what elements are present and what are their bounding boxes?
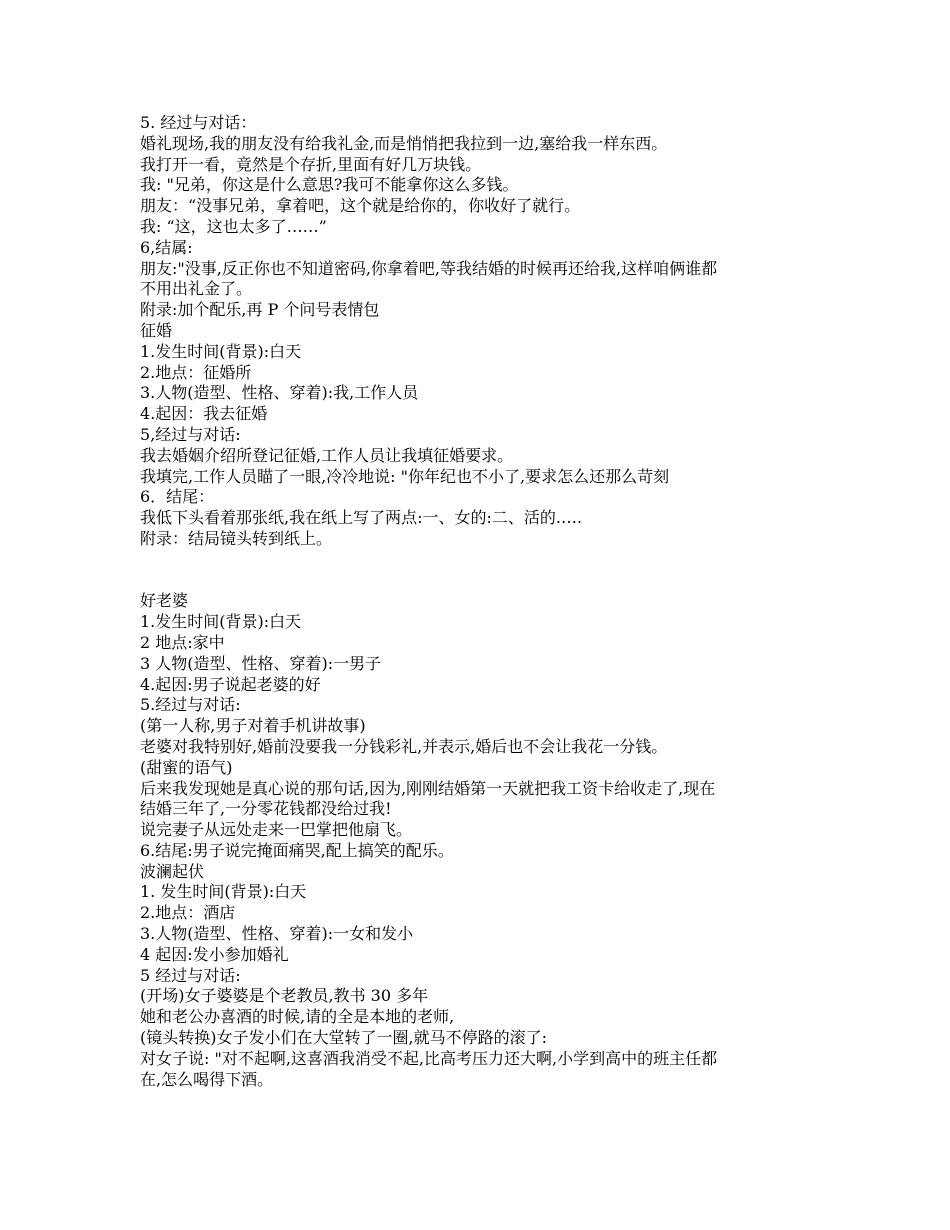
document-body bbox=[140, 113, 820, 1090]
text-line: 不用出礼金了。 bbox=[140, 279, 253, 299]
text-line: (镜头转换)女子发小们在大堂转了一圈,就马不停路的滚了: bbox=[140, 1028, 547, 1048]
text-line: 6.结尾:男子说完掩面痛哭,配上搞笑的配乐。 bbox=[140, 840, 454, 860]
text-line: 老婆对我特别好,婚前没要我一分钱彩礼,并表示,婚后也不会让我花一分钱。 bbox=[140, 736, 668, 756]
text-line: 5 经过与对话: bbox=[140, 965, 241, 985]
text-line: 2.地点：征婚所 bbox=[140, 362, 252, 382]
text-line: 我: “这，这也太多了……” bbox=[140, 216, 327, 236]
text-line: 附录：结局镜头转到纸上。 bbox=[140, 528, 333, 548]
text-line: 征婚 bbox=[140, 320, 173, 340]
text-line: 4 起因:发小参加婚礼 bbox=[140, 944, 289, 964]
text-line: 波澜起伏 bbox=[140, 861, 205, 881]
text-line: 我填完,工作人员瞄了一眼,冷冷地说: "你年纪也不小了,要求怎么还那么苛刻 bbox=[140, 466, 670, 486]
text-line: 我低下头看着那张纸,我在纸上写了两点:一、女的:二、活的.…. bbox=[140, 508, 583, 528]
text-line: 6．结尾： bbox=[140, 487, 215, 507]
text-line: 2 地点:家中 bbox=[140, 632, 225, 652]
text-line: 她和老公办喜酒的时候,请的全是本地的老师, bbox=[140, 1007, 455, 1027]
text-line: (第一人称,男子对着手机讲故事) bbox=[140, 716, 366, 736]
text-line: 对女子说: "对不起啊,这喜酒我消受不起,比高考压力还大啊,小学到高中的班主任都 bbox=[140, 1048, 718, 1068]
text-line: 1.发生时间(背景):白天 bbox=[140, 612, 302, 632]
text-line: 3 人物(造型、性格、穿着):一男子 bbox=[140, 653, 382, 673]
text-line: 附录:加个配乐,再 P 个问号表情包 bbox=[140, 300, 380, 320]
text-line: 在,怎么喝得下酒。 bbox=[140, 1069, 274, 1089]
text-line: 4.起因:男子说起老婆的好 bbox=[140, 674, 321, 694]
text-line: 朋友：“没事兄弟，拿着吧，这个就是给你的，你收好了就行。 bbox=[140, 196, 581, 216]
text-line: 1.发生时间(背景):白天 bbox=[140, 341, 302, 361]
text-line: 3.人物(造型、性格、穿着):我,工作人员 bbox=[140, 383, 419, 403]
text-line: 5,经过与对话: bbox=[140, 424, 241, 444]
text-line: 说完妻子从远处走来一巴掌把他扇飞。 bbox=[140, 820, 413, 840]
text-line: 1. 发生时间(背景):白天 bbox=[140, 882, 307, 902]
text-line: 3.人物(造型、性格、穿着):一女和发小 bbox=[140, 924, 414, 944]
text-line: 后来我发现她是真心说的那句话,因为,刚刚结婚第一天就把我工资卡给收走了,现在 bbox=[140, 778, 716, 798]
text-line: 我打开一看，竟然是个存折,里面有好几万块钱。 bbox=[140, 154, 482, 174]
text-line: 我: "兄弟，你这是什么意思?我可不能拿你这么多钱。 bbox=[140, 175, 519, 195]
text-line: 5.经过与对话: bbox=[140, 695, 241, 715]
text-line: 5. 经过与对话： bbox=[140, 113, 257, 132]
text-line: 朋友:"没事,反正你也不知道密码,你拿着吧,等我结婚的时候再还给我,这样咱俩谁都 bbox=[140, 258, 718, 278]
text-line: 4.起因：我去征婚 bbox=[140, 404, 268, 424]
text-line: 我去婚姻介绍所登记征婚,工作人员让我填征婚要求。 bbox=[140, 445, 514, 465]
text-line: (开场)女子婆婆是个老教员,教书 30 多年 bbox=[140, 986, 429, 1006]
blank-line bbox=[140, 571, 820, 592]
text-line: 婚礼现场,我的朋友没有给我礼金,而是悄悄把我拉到一边,塞给我一样东西。 bbox=[140, 133, 668, 153]
text-line: 结婚三年了,一分零花钱都没给过我! bbox=[140, 799, 392, 819]
text-line: 6,结属: bbox=[140, 237, 193, 257]
text-line: 好老婆 bbox=[140, 591, 189, 611]
text-line: 2.地点：酒店 bbox=[140, 903, 236, 923]
blank-line bbox=[140, 550, 820, 571]
text-line: (甜蜜的语气) bbox=[140, 757, 233, 777]
